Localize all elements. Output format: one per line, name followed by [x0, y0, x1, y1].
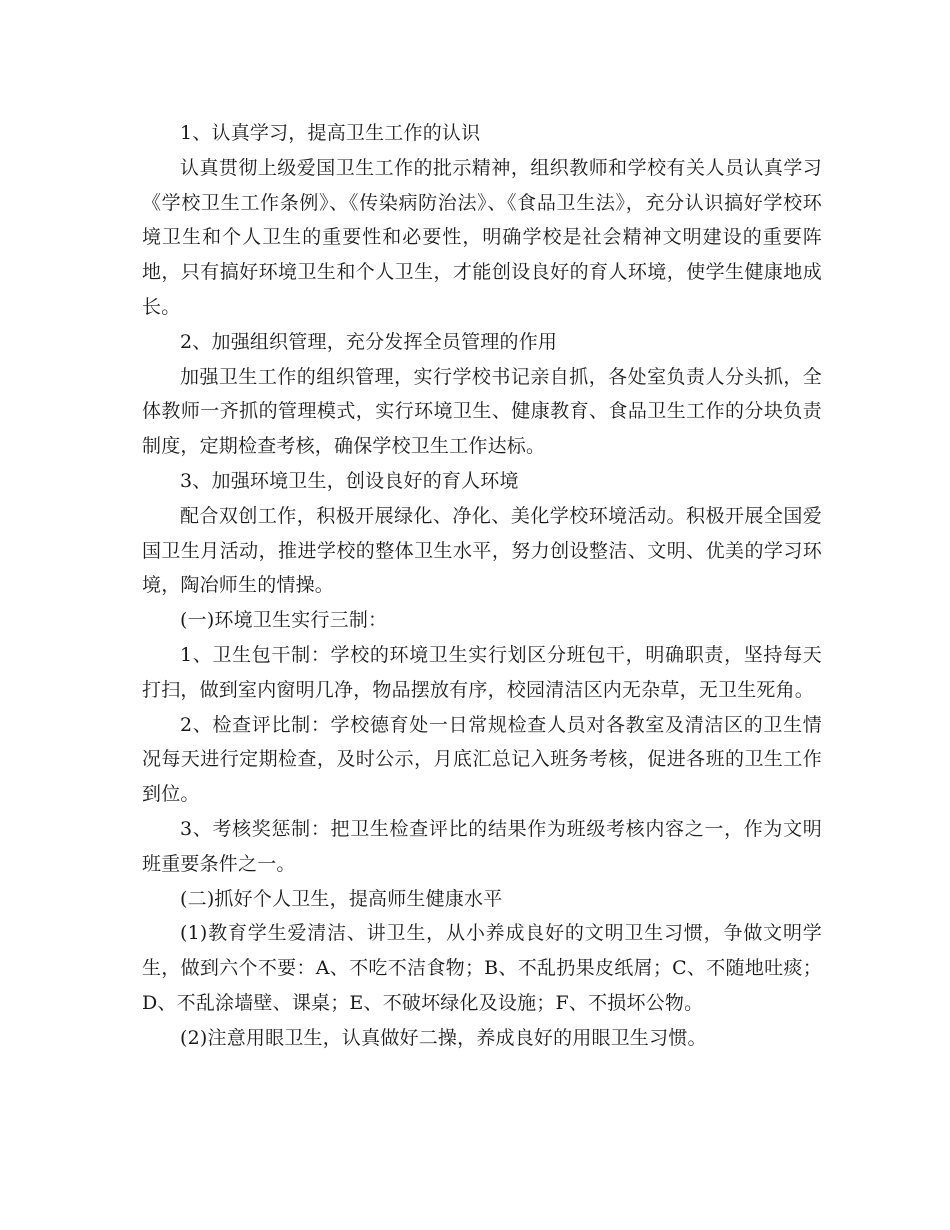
- subsection-heading-2: (二)抓好个人卫生，提高师生健康水平: [180, 887, 503, 910]
- list-item: (1)教育学生爱清洁、讲卫生，从小养成良好的文明卫生习惯，争做文明学生，做到六个不要：A、不吃不洁食物；B、不乱扔果皮纸屑；C、不随地吐痰；D、不乱涂墙壁、课桌；E、不破坏绿化及设施；F、不损坏公物。: [142, 922, 822, 1014]
- section-heading-1: 1、认真学习，提高卫生工作的认识: [180, 122, 481, 144]
- section-heading-3: 3、加强环境卫生，创设良好的育人环境: [180, 469, 519, 492]
- list-item: (2)注意用眼卫生，认真做好二操，养成良好的用眼卫生习惯。: [180, 1026, 707, 1049]
- body-paragraph: 加强卫生工作的组织管理，实行学校书记亲自抓，各处室负责人分头抓，全体教师一齐抓的管理模式，实行环境卫生、健康教育、食品卫生工作的分块负责制度，定期检查考核，确保学校卫生工作达标。: [142, 365, 822, 458]
- list-item: 1、卫生包干制：学校的环境卫生实行划区分班包干，明确职责，坚持每天打扫，做到室内窗明几净，物品摆放有序，校园清洁区内无杂草，无卫生死角。: [142, 643, 822, 701]
- body-paragraph: 认真贯彻上级爱国卫生工作的批示精神，组织教师和学校有关人员认真学习《学校卫生工作条例》、《传染病防治法》、《食品卫生法》，充分认识搞好学校环境卫生和个人卫生的重要性和必要性，明确学校是社会精神文明建设的重要阵地，只有搞好环境卫生和个人卫生，才能创设良好的育人环境，使学生健康地成长。: [142, 156, 822, 318]
- list-item: 2、检查评比制：学校德育处一日常规检查人员对各教室及清洁区的卫生情况每天进行定期检查，及时公示，月底汇总记入班务考核，促进各班的卫生工作到位。: [142, 713, 822, 806]
- list-item: 3、考核奖惩制：把卫生检查评比的结果作为班级考核内容之一，作为文明班重要条件之一。: [142, 817, 822, 875]
- body-paragraph: 配合双创工作，积极开展绿化、净化、美化学校环境活动。积极开展全国爱国卫生月活动，推进学校的整体卫生水平，努力创设整洁、文明、优美的学习环境，陶冶师生的情操。: [142, 504, 822, 597]
- section-heading-2: 2、加强组织管理，充分发挥全员管理的作用: [180, 330, 558, 353]
- subsection-heading-1: (一)环境卫生实行三制：: [180, 609, 388, 632]
- document-body: [142, 116, 822, 1056]
